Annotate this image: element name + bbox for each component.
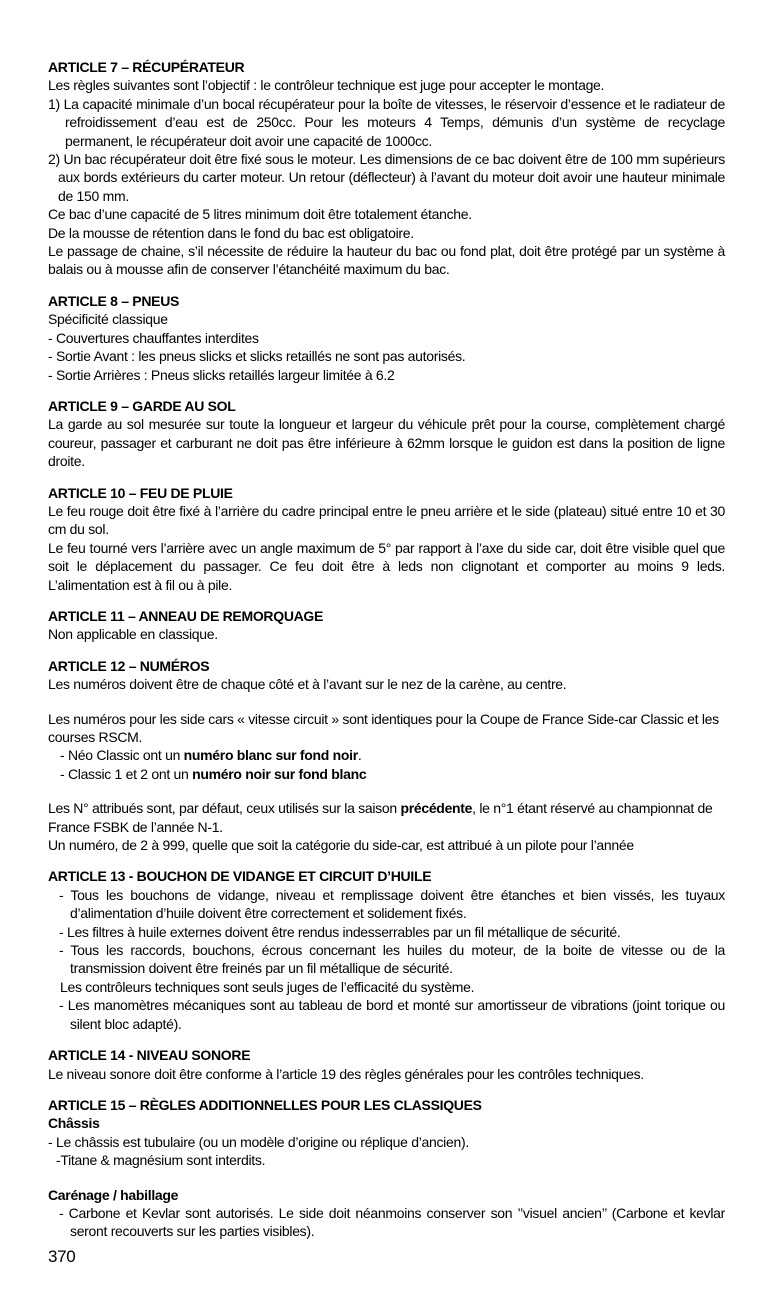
paragraph — [48, 347, 725, 365]
text-run: Ce bac d’une capacité de 5 litres minimum doit être totalement étanche. — [48, 206, 472, 223]
text-run: Les règles suivantes sont l’objectif : le contrôleur technique est juge pour accepter le montage. — [48, 77, 605, 94]
text-run: - Sortie Avant : les pneus slicks et slicks retaillés ne sont pas autorisés. — [48, 348, 466, 365]
paragraph — [48, 978, 725, 996]
article-section — [48, 58, 725, 279]
paragraph — [48, 329, 725, 347]
bold-text-run: précédente — [400, 800, 473, 817]
article-section — [48, 292, 725, 384]
paragraph — [48, 765, 725, 783]
text-run: , le n°1 étant réservé au championnat de France FSBK de l’année N-1. — [48, 800, 713, 835]
paragraph — [48, 224, 725, 242]
paragraph — [48, 746, 725, 764]
text-run: Les contrôleurs techniques sont seuls juges de l’efficacité du système. — [60, 978, 475, 995]
text-run: Spécificité classique — [48, 311, 168, 328]
paragraph — [48, 205, 725, 223]
subheading — [48, 1114, 725, 1132]
article-section — [48, 867, 725, 1033]
text-run: Le feu rouge doit être fixé à l’arrière du cadre principal entre le pneu arrière et le side (plateau) situé entre 10 et 30 cm du sol. — [48, 502, 725, 538]
paragraph — [48, 539, 725, 594]
text-run: Les numéros doivent être de chaque côté et à l’avant sur le nez de la carène, au centre. — [48, 676, 567, 693]
text-run: 1) La capacité minimale d’un bocal récupérateur pour la boîte de vitesses, le réservoir d’essence et le radiateur de refroidissement d’eau est de 250cc. Pour les moteurs 4 Temps, démunis d’un système de recyclage permanent, le récupérateur doit avoir une capacité de 1000cc. — [48, 95, 725, 149]
text-run: - Tous les raccords, bouchons, écrous concernant les huiles du moteur, de la boite de vitesse ou de la transmission doivent être freinés par un fil métallique de sécurité. — [59, 942, 725, 977]
paragraph — [48, 1151, 725, 1169]
text-run: Le passage de chaine, s’il nécessite de réduire la hauteur du bac ou fond plat, doit être protégé par un système à balais ou à mousse afin de conserver l’étanchéité maximum du bac. — [48, 243, 725, 278]
article-heading: ARTICLE 15 – RÈGLES ADDITIONNELLES POUR LES CLASSIQUES — [48, 1096, 482, 1113]
text-run: Carénage / habillage — [48, 1186, 179, 1203]
article-heading: ARTICLE 14 - NIVEAU SONORE — [48, 1047, 251, 1064]
paragraph — [48, 836, 725, 854]
text-run: - Les manomètres mécaniques sont au tableau de bord et monté sur amortisseur de vibrations (joint torique ou silent bloc adapté). — [59, 997, 725, 1032]
article-heading: ARTICLE 13 - BOUCHON DE VIDANGE ET CIRCUIT D’HUILE — [48, 868, 432, 885]
article-heading: ARTICLE 7 – RÉCUPÉRATEUR — [48, 59, 245, 75]
paragraph — [48, 366, 725, 384]
bold-text-run: numéro blanc sur fond noir — [183, 747, 358, 764]
paragraph — [48, 76, 725, 94]
paragraph — [48, 95, 725, 150]
article-heading: ARTICLE 11 – ANNEAU DE REMORQUAGE — [48, 607, 324, 624]
text-run: - Carbone et Kevlar sont autorisés. Le side doit néanmoins conserver son ’’visuel ancien’’ (Carbone et kevlar seront recouverts sur les parties visibles). — [59, 1204, 725, 1240]
text-run: Le feu tourné vers l’arrière avec un angle maximum de 5° par rapport à l’axe du side car, doit être visible quel que soit le déplacement du passager. Ce feu doit être à leds non clignotant et comporter au moins 9 leds. L’alimentation est à fil ou à pile. — [48, 539, 725, 593]
text-run: Les N° attribués sont, par défaut, ceux utilisés sur la saison — [48, 800, 401, 817]
article-section — [48, 657, 725, 855]
subheading — [48, 1186, 725, 1204]
text-run: De la mousse de rétention dans le fond du bac est obligatoire. — [48, 224, 414, 241]
article-heading: ARTICLE 12 – NUMÉROS — [48, 657, 210, 674]
text-run: 2) Un bac récupérateur doit être fixé sous le moteur. Les dimensions de ce bac doivent être de 100 mm supérieurs aux bords extérieurs du carter moteur. Un retour (déflecteur) à l’avant du moteur doit avoir une hauteur minimale de 150 mm. — [48, 151, 725, 204]
article-heading: ARTICLE 9 – GARDE AU SOL — [48, 397, 236, 414]
paragraph — [48, 150, 725, 205]
article-section — [48, 1096, 725, 1241]
paragraph — [48, 941, 725, 978]
article-section — [48, 607, 725, 644]
paragraph — [48, 415, 725, 470]
text-run: - Classic 1 et 2 ont un — [60, 765, 193, 782]
paragraph — [48, 886, 725, 923]
paragraph — [48, 1204, 725, 1241]
paragraph — [48, 242, 725, 279]
text-run: - Couvertures chauffantes interdites — [48, 329, 259, 346]
text-run: . — [357, 747, 362, 764]
paragraph — [48, 996, 725, 1033]
text-run: Le niveau sonore doit être conforme à l’article 19 des règles générales pour les contrôles techniques. — [48, 1065, 644, 1082]
text-run: - Le châssis est tubulaire (ou un modèle d’origine ou réplique d’ancien). — [48, 1133, 469, 1150]
page-number: 370 — [48, 1247, 76, 1266]
paragraph — [48, 625, 725, 643]
paragraph — [48, 1065, 725, 1083]
bold-text-run: numéro noir sur fond blanc — [192, 765, 367, 782]
paragraph — [48, 799, 725, 836]
spacer — [48, 1170, 725, 1186]
document-body — [48, 58, 725, 1254]
text-run: -Titane & magnésium sont interdits. — [56, 1152, 266, 1169]
paragraph — [48, 310, 725, 328]
paragraph — [48, 502, 725, 539]
text-run: - Les filtres à huile externes doivent être rendus indesserrables par un fil métallique de sécurité. — [59, 923, 621, 940]
text-run: - Sortie Arrières : Pneus slicks retaillés largeur limitée à 6.2 — [48, 366, 395, 383]
text-run: Les numéros pour les side cars « vitesse circuit » sont identiques pour la Coupe de France Side-car Classic et les courses RSCM. — [48, 710, 719, 745]
paragraph — [48, 675, 725, 693]
text-run: Châssis — [48, 1115, 100, 1132]
text-run: - Tous les bouchons de vidange, niveau et remplissage doivent être étanches et bien vissés, les tuyaux d’alimentation d’huile doivent être correctement et solidement fixés. — [59, 886, 725, 922]
spacer — [48, 694, 725, 710]
article-heading: ARTICLE 10 – FEU DE PLUIE — [48, 484, 233, 501]
article-section — [48, 1046, 725, 1083]
paragraph — [48, 1133, 725, 1151]
article-section — [48, 397, 725, 471]
text-run: - Néo Classic ont un — [60, 747, 184, 764]
text-run: Un numéro, de 2 à 999, quelle que soit la catégorie du side-car, est attribué à un pilote pour l’année — [48, 837, 634, 854]
article-heading: ARTICLE 8 – PNEUS — [48, 292, 180, 309]
spacer — [48, 783, 725, 799]
text-run: La garde au sol mesurée sur toute la longueur et largeur du véhicule prêt pour la course, complètement chargé coureur, passager et carburant ne doit pas être inférieure à 62mm lorsque le guidon est dans la position de ligne droite. — [48, 416, 725, 470]
article-section — [48, 484, 725, 594]
paragraph — [48, 923, 725, 941]
paragraph — [48, 710, 725, 747]
text-run: Non applicable en classique. — [48, 626, 218, 643]
